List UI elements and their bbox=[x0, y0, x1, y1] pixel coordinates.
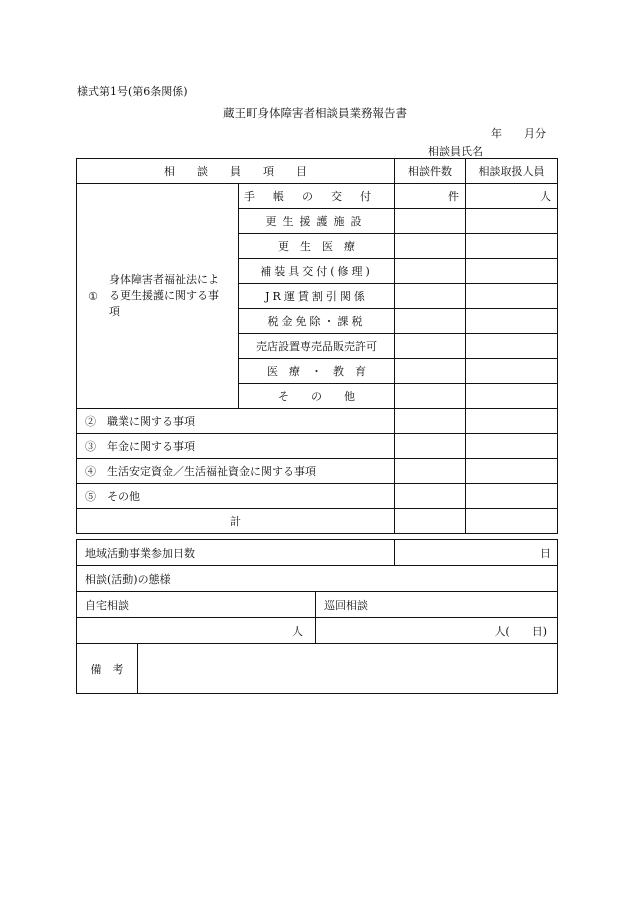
remarks-label: 備 考 bbox=[77, 644, 138, 694]
mode-value-row bbox=[77, 618, 558, 644]
table-row bbox=[77, 459, 558, 484]
persons-cell bbox=[466, 434, 558, 459]
remarks-field[interactable] bbox=[138, 644, 558, 694]
item-label: 手帳の交付 bbox=[239, 184, 395, 209]
count-cell bbox=[395, 359, 466, 384]
table-row bbox=[77, 484, 558, 509]
persons-cell bbox=[466, 384, 558, 409]
total-persons-cell bbox=[466, 509, 558, 534]
mode-label: 相談(活動)の態様 bbox=[77, 566, 558, 592]
count-cell bbox=[395, 234, 466, 259]
persons-cell bbox=[466, 284, 558, 309]
persons-cell bbox=[466, 459, 558, 484]
table-row bbox=[77, 409, 558, 434]
activity-days-value: 日 bbox=[395, 540, 558, 566]
persons-cell bbox=[466, 409, 558, 434]
group1-text: 身体障害者福祉法による更生援護に関する事項 bbox=[109, 273, 219, 318]
table-header-row bbox=[77, 159, 558, 184]
persons-cell bbox=[466, 484, 558, 509]
table-row bbox=[77, 434, 558, 459]
group1-label-cell bbox=[77, 184, 239, 409]
item-label: そ の 他 bbox=[239, 384, 395, 409]
header-persons: 相談取扱人員 bbox=[466, 159, 558, 184]
tour-consultation-label: 巡回相談 bbox=[316, 592, 558, 618]
item-label: 売店設置専売品販売許可 bbox=[239, 334, 395, 359]
count-cell bbox=[395, 284, 466, 309]
date-label: 年 月分 bbox=[491, 127, 546, 140]
persons-cell bbox=[466, 209, 558, 234]
item-label: 補装具交付(修理) bbox=[239, 259, 395, 284]
other-item-label: ③ 年金に関する事項 bbox=[77, 434, 395, 459]
count-cell bbox=[395, 434, 466, 459]
persons-cell: 人 bbox=[466, 184, 558, 209]
activity-days-label: 地域活動事業参加日数 bbox=[77, 540, 395, 566]
count-cell bbox=[395, 409, 466, 434]
persons-cell bbox=[466, 334, 558, 359]
header-item: 相 談 員 項 目 bbox=[77, 159, 395, 184]
table-row bbox=[77, 184, 558, 209]
persons-cell bbox=[466, 309, 558, 334]
mode-row bbox=[77, 566, 558, 592]
total-row bbox=[77, 509, 558, 534]
mode-type-row bbox=[77, 592, 558, 618]
document-title: 蔵王町身体障害者相談員業務報告書 bbox=[223, 106, 407, 120]
counselor-name-label: 相談員氏名 bbox=[428, 145, 483, 158]
home-consultation-label: 自宅相談 bbox=[77, 592, 316, 618]
persons-cell bbox=[466, 234, 558, 259]
report-table bbox=[76, 158, 558, 534]
count-cell bbox=[395, 259, 466, 284]
persons-cell bbox=[466, 359, 558, 384]
remarks-row bbox=[77, 644, 558, 694]
total-label: 計 bbox=[77, 509, 395, 534]
header-count: 相談件数 bbox=[395, 159, 466, 184]
item-label: 更生援護施設 bbox=[239, 209, 395, 234]
tour-consultation-value: 人( 日) bbox=[316, 618, 558, 644]
item-label: JR運賃割引関係 bbox=[239, 284, 395, 309]
other-item-label: ② 職業に関する事項 bbox=[77, 409, 395, 434]
item-label: 税金免除・課税 bbox=[239, 309, 395, 334]
other-item-label: ④ 生活安定資金／生活福祉資金に関する事項 bbox=[77, 459, 395, 484]
persons-cell bbox=[466, 259, 558, 284]
count-cell bbox=[395, 209, 466, 234]
activity-table bbox=[76, 539, 558, 694]
home-consultation-value: 人 bbox=[77, 618, 316, 644]
activity-row bbox=[77, 540, 558, 566]
item-label: 医 療 ・ 教 育 bbox=[239, 359, 395, 384]
item-label: 更 生 医 療 bbox=[239, 234, 395, 259]
count-cell bbox=[395, 459, 466, 484]
count-cell bbox=[395, 484, 466, 509]
count-cell bbox=[395, 334, 466, 359]
total-count-cell bbox=[395, 509, 466, 534]
count-cell bbox=[395, 309, 466, 334]
other-item-label: ⑤ その他 bbox=[77, 484, 395, 509]
count-cell: 件 bbox=[395, 184, 466, 209]
group1-number: ① bbox=[88, 289, 98, 303]
count-cell bbox=[395, 384, 466, 409]
form-number: 様式第1号(第6条関係) bbox=[77, 85, 188, 98]
